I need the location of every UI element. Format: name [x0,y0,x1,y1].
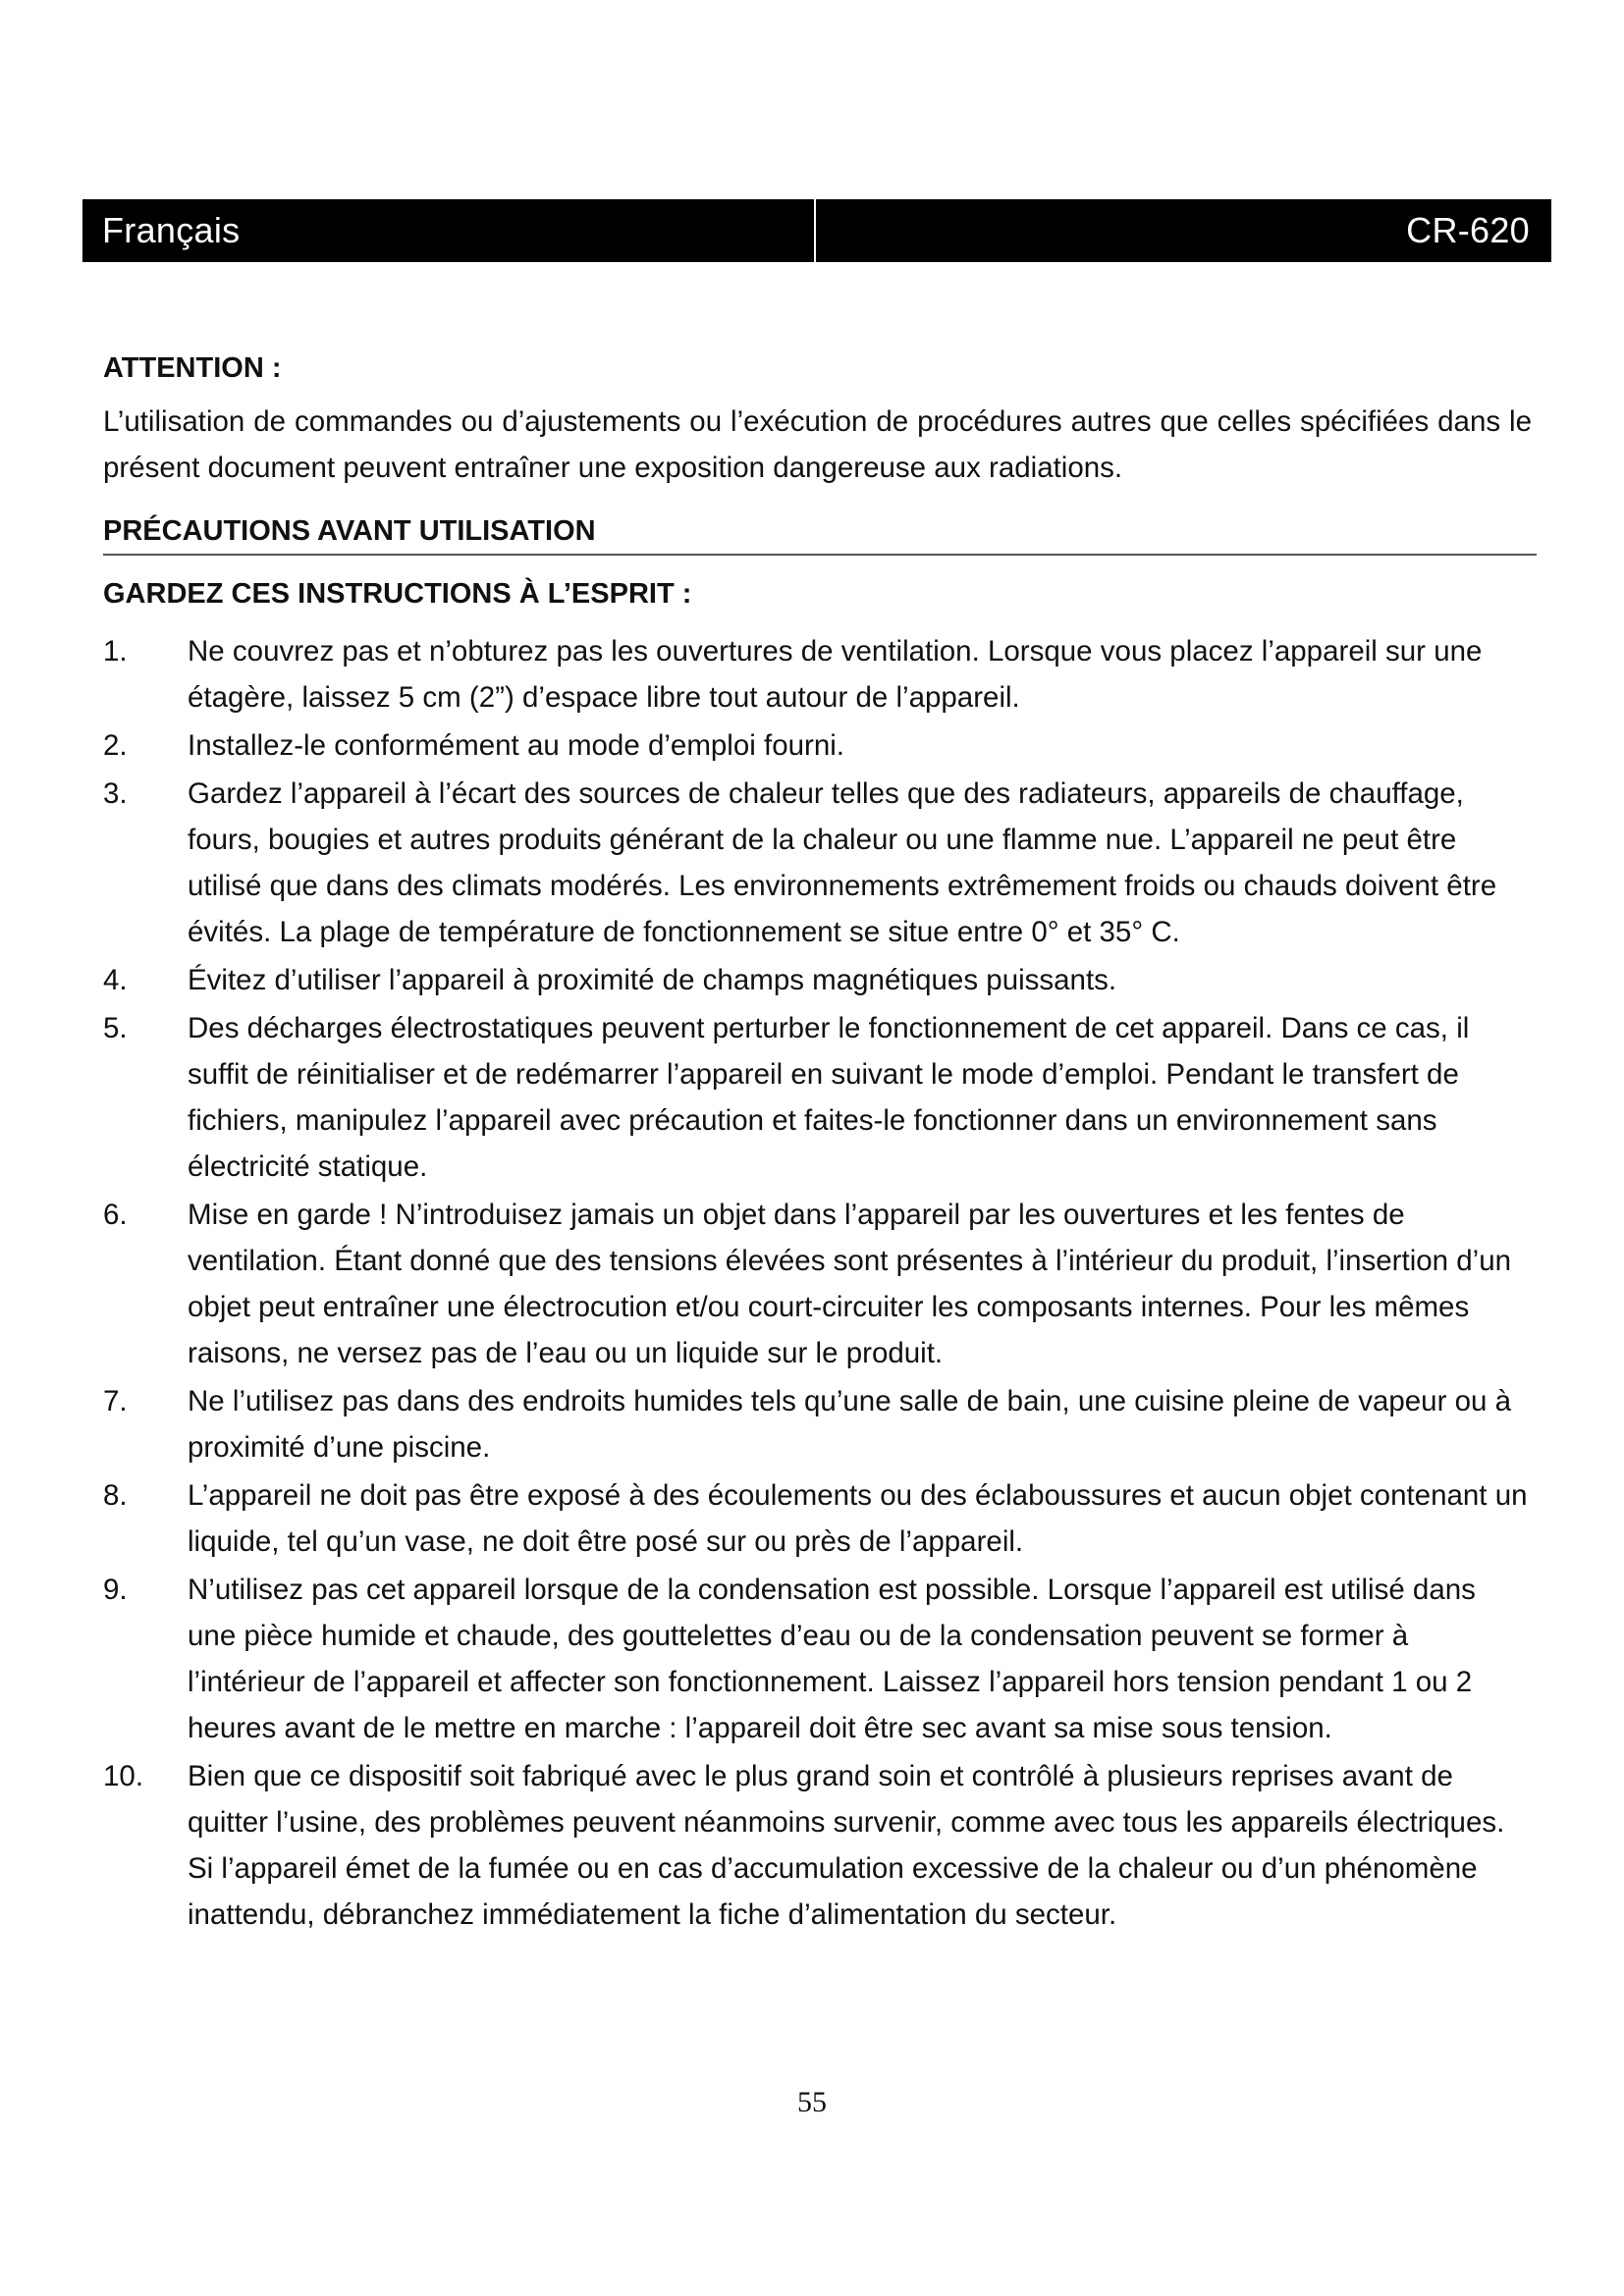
list-item-text: Gardez l’appareil à l’écart des sources de chaleur telles que des radiateurs, appareils de chauffage, fours, bougies et autres produits générant de la chaleur ou une flamme nue. L’appareil ne peut être utilisé que dans des climats modérés. Les environnements extrêmement froids ou chauds doivent être évités. La plage de température de fonctionnement se situe entre 0° et 35° C. [188,777,1497,948]
list-item-number: 5. [103,1012,128,1044]
list-item-number: 4. [103,964,128,996]
list-item [103,957,1532,1003]
list-item [103,771,1532,955]
list-item-text: Évitez d’utiliser l’appareil à proximité de champs magnétiques puissants. [188,964,1117,996]
list-item-text: Installez-le conformément au mode d’emploi fourni. [188,729,844,762]
list-item-number: 3. [103,777,128,810]
list-item-text: N’utilisez pas cet appareil lorsque de la condensation est possible. Lorsque l’appareil est utilisé dans une pièce humide et chaude, des gouttelettes d’eau ou de la condensation peuvent se former à l’intérieur de l’appareil et affecter son fonctionnement. Laissez l’appareil hors tension pendant 1 ou 2 heures avant de le mettre en marche : l’appareil doit être sec avant sa mise sous tension. [188,1574,1476,1744]
list-item [103,1567,1532,1751]
list-item [103,1753,1532,1938]
list-item-number: 6. [103,1199,128,1231]
precautions-list [103,628,1532,1938]
list-item-number: 9. [103,1574,128,1606]
list-item [103,1472,1532,1565]
list-item-text: Des décharges électrostatiques peuvent perturber le fonctionnement de cet appareil. Dans ce cas, il suffit de réinitialiser et de redémarrer l’appareil en suivant le mode d’emploi. Pendant le transfert de fichiers, manipulez l’appareil avec précaution et faites-le fonctionner dans un environnement sans électricité statique. [188,1012,1470,1183]
list-item-number: 10. [103,1760,144,1792]
attention-heading: ATTENTION : [103,352,282,384]
list-item-text: Mise en garde ! N’introduisez jamais un objet dans l’appareil par les ouvertures et les fentes de ventilation. Étant donné que des tensions élevées sont présentes à l’intérieur du produit, l’insertion d’un objet peut entraîner une électrocution et/ou court-circuiter les composants internes. Pour les mêmes raisons, ne versez pas de l’eau ou un liquide sur le produit. [188,1199,1512,1369]
list-item [103,1005,1532,1190]
page-content [103,349,1532,1940]
list-item [103,628,1532,721]
instructions-subheading: GARDEZ CES INSTRUCTIONS À L’ESPRIT : [103,578,692,610]
header-bar [82,199,1551,262]
list-item [103,1192,1532,1376]
list-item-text: Ne couvrez pas et n’obturez pas les ouvertures de ventilation. Lorsque vous placez l’appareil sur une étagère, laissez 5 cm (2”) d’espace libre tout autour de l’appareil. [188,635,1483,714]
list-item [103,1378,1532,1470]
header-model-cell [816,199,1551,262]
header-language: Français [102,210,241,250]
list-item-number: 8. [103,1479,128,1512]
header-model: CR-620 [1406,210,1530,250]
list-item-number: 1. [103,635,128,667]
list-item [103,722,1532,769]
list-item-number: 7. [103,1385,128,1417]
precautions-heading: PRÉCAUTIONS AVANT UTILISATION [103,515,596,547]
precautions-heading-rule [103,512,1537,556]
page-number: 55 [797,2086,827,2118]
attention-text: L’utilisation de commandes ou d’ajustements ou l’exécution de procédures autres que celles spécifiées dans le présent document peuvent entraîner une exposition dangereuse aux radiations. [103,405,1532,484]
list-item-text: Bien que ce dispositif soit fabriqué avec le plus grand soin et contrôlé à plusieurs reprises avant de quitter l’usine, des problèmes peuvent néanmoins survenir, comme avec tous les appareils électriques. Si l’appareil émet de la fumée ou en cas d’accumulation excessive de la chaleur ou d’un phénomène inattendu, débranchez immédiatement la fiche d’alimentation du secteur. [188,1760,1505,1931]
list-item-number: 2. [103,729,128,762]
list-item-text: L’appareil ne doit pas être exposé à des écoulements ou des éclaboussures et aucun objet contenant un liquide, tel qu’un vase, ne doit être posé sur ou près de l’appareil. [188,1479,1528,1558]
header-language-cell [82,199,816,262]
list-item-text: Ne l’utilisez pas dans des endroits humides tels qu’une salle de bain, une cuisine pleine de vapeur ou à proximité d’une piscine. [188,1385,1512,1464]
